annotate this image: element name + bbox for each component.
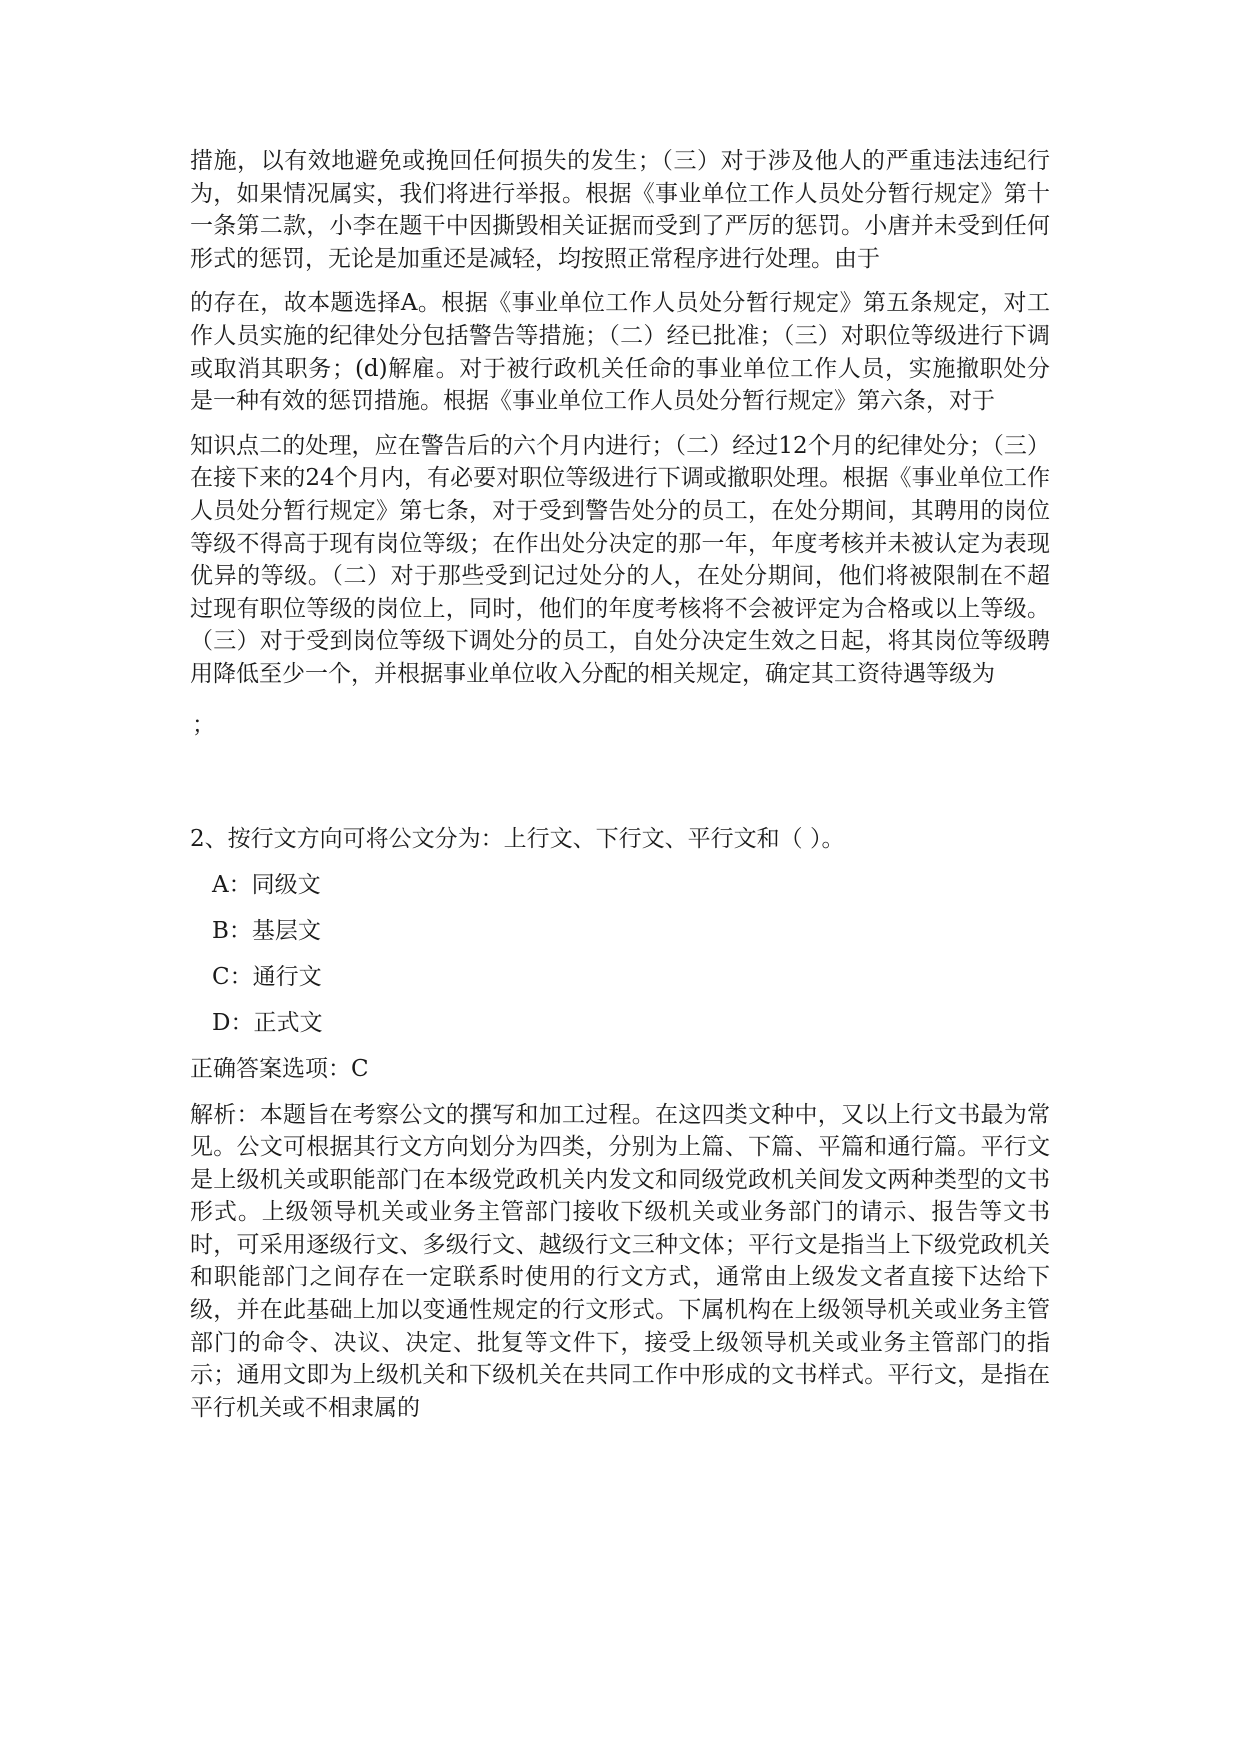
trailing-semicolon: ； bbox=[192, 711, 215, 738]
correct-answer: 正确答案选项：C bbox=[190, 1055, 369, 1082]
paragraph-3: 知识点二的处理，应在警告后的六个月内进行；（二）经过12个月的纪律处分；（三）在接下来的24个月内，有必要对职位等级进行下调或撤职处理。根据《事业单位工作人员处分暂行规定》第七条，对于受到警告处分的员工，在处分期间，其聘用的岗位等级不得高于现有岗位等级；在作出处分决定的那一年，年度考核并未被认定为表现优异的等级。（二）对于那些受到记过处分的人，在处分期间，他们将被限制在不超过现有职位等级的岗位上，同时，他们的年度考核将不会被评定为合格或以上等级。（三）对于受到岗位等级下调处分的员工，自处分决定生效之日起，将其岗位等级聘用降低至少一个，并根据事业单位收入分配的相关规定，确定其工资待遇等级为 bbox=[190, 432, 1050, 687]
question-stem: 2、按行文方向可将公文分为：上行文、下行文、平行文和（ ）。 bbox=[190, 825, 845, 852]
analysis-paragraph: 解析：本题旨在考察公文的撰写和加工过程。在这四类文种中，又以上行文书最为常见。公文可根据其行文方向划分为四类，分别为上篇、下篇、平篇和通行篇。平行文是上级机关或职能部门在本级党政机关内发文和同级党政机关间发文两种类型的文书形式。上级领导机关或业务主管部门接收下级机关或业务部门的请示、报告等文书时，可采用逐级行文、多级行文、越级行文三种文体；平行文是指当上下级党政机关和职能部门之间存在一定联系时使用的行文方式，通常由上级发文者直接下达给下级，并在此基础上加以变通性规定的行文形式。下属机构在上级领导机关或业务主管部门的命令、决议、决定、批复等文件下，接受上级领导机关或业务主管部门的指示；通用文即为上级机关和下级机关在共同工作中形成的文书样式。平行文，是指在平行机关或不相隶属的 bbox=[190, 1101, 1050, 1421]
document-page bbox=[190, 145, 1050, 1725]
option-d: D：正式文 bbox=[212, 1009, 323, 1036]
paragraph-1: 措施，以有效地避免或挽回任何损失的发生；（三）对于涉及他人的严重违法违纪行为，如果情况属实，我们将进行举报。根据《事业单位工作人员处分暂行规定》第十一条第二款，小李在题干中因撕毁相关证据而受到了严厉的惩罚。小唐并未受到任何形式的惩罚，无论是加重还是减轻，均按照正常程序进行处理。由于 bbox=[190, 148, 1050, 272]
option-c: C：通行文 bbox=[212, 963, 322, 990]
paragraph-2: 的存在，故本题选择A。根据《事业单位工作人员处分暂行规定》第五条规定，对工作人员实施的纪律处分包括警告等措施；（二）经已批准；（三）对职位等级进行下调或取消其职务；(d)解雇。对于被行政机关任命的事业单位工作人员，实施撤职处分是一种有效的惩罚措施。根据《事业单位工作人员处分暂行规定》第六条，对于 bbox=[190, 290, 1050, 415]
option-b: B：基层文 bbox=[212, 917, 321, 944]
option-a: A：同级文 bbox=[212, 871, 321, 898]
